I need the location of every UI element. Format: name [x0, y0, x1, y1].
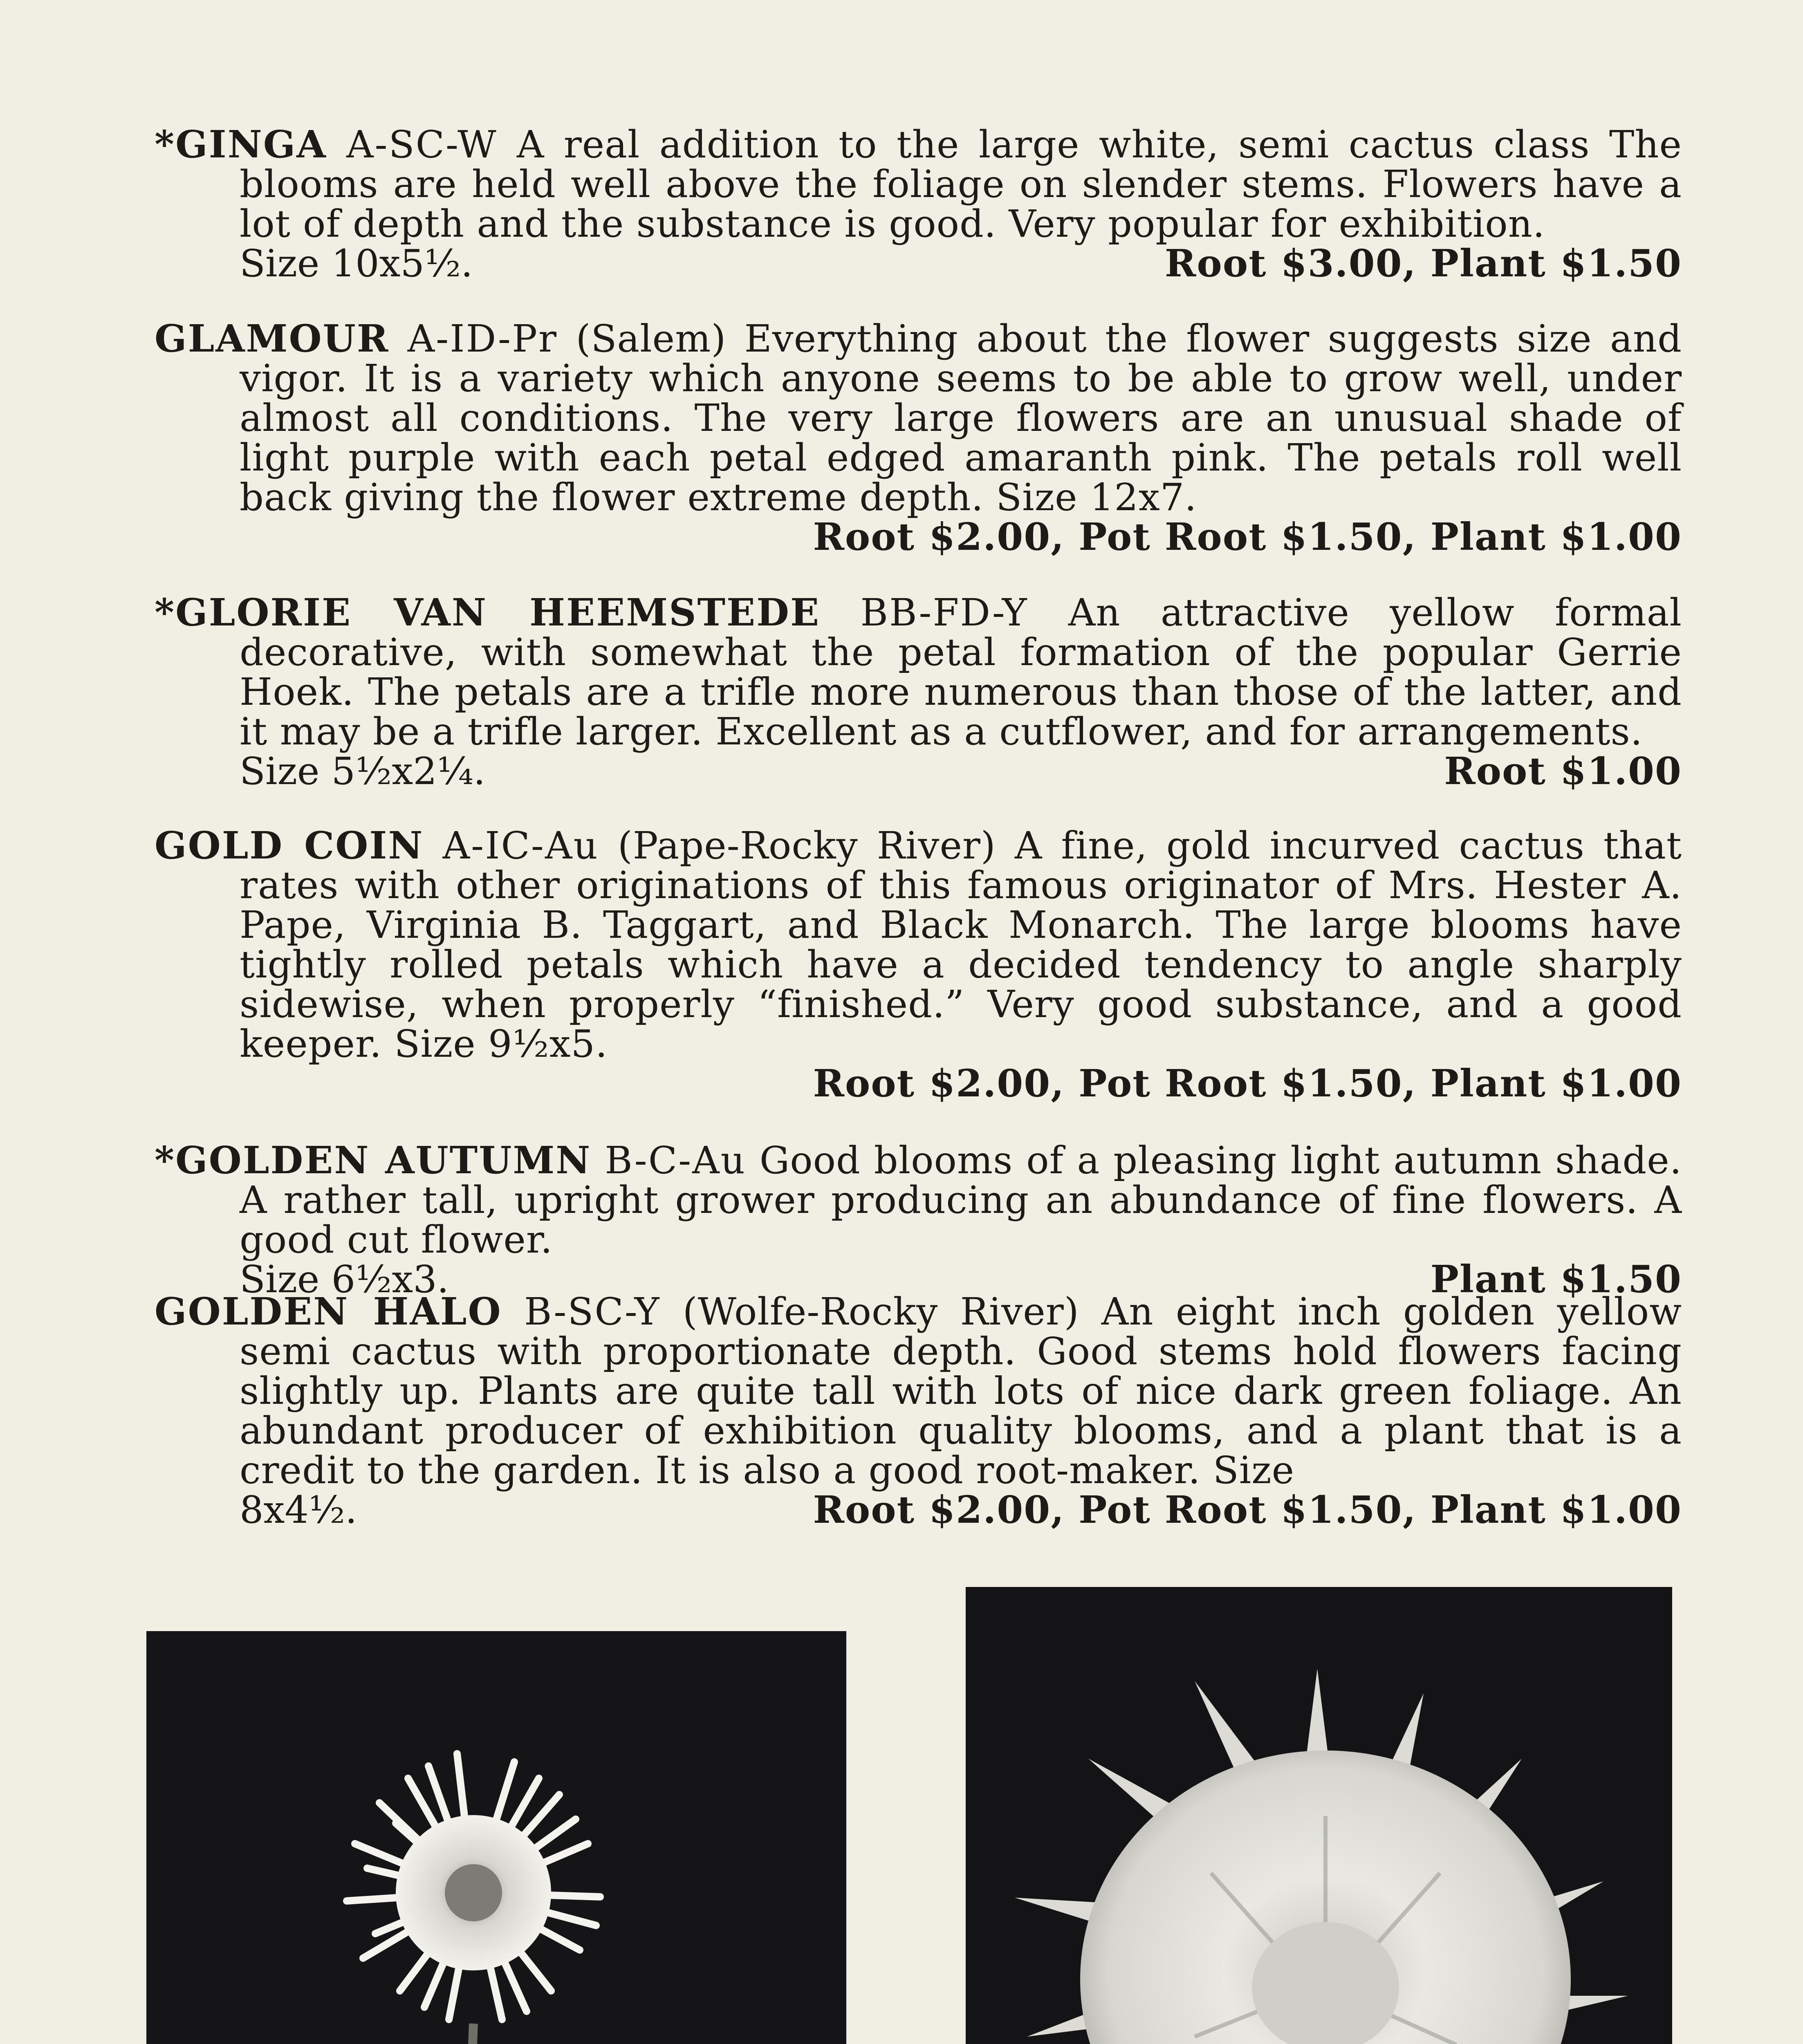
entry-code: A-ID-Pr — [407, 317, 558, 361]
entry-price: Root $1.00 — [1444, 749, 1682, 793]
entry-name: *GOLDEN AUTUMN — [155, 1138, 592, 1182]
entry-glamour — [155, 316, 1682, 559]
entry-glorie-van-heemstede — [155, 590, 1682, 793]
entry-gold-coin — [155, 823, 1682, 1105]
entry-code: B-SC-Y — [524, 1290, 661, 1334]
entry-code: A-SC-W — [346, 123, 498, 166]
golden-halo-flower-image — [966, 1587, 1672, 2044]
entry-code: A-IC-Au — [442, 824, 599, 867]
gold-coin-flower-image — [146, 1631, 846, 2044]
entry-size: Size 10x5½. — [240, 242, 473, 285]
entry-name: GLAMOUR — [155, 316, 390, 361]
entry-description: (Wolfe-Rocky River) An eight inch golden yellow semi cactus with proportionate depth. Good stems hold flowers facing slightly up. Plants are quite tall with lots of nice dark green foliage. An abundant producer of exhibition quality blooms, and a plant that is a credit to the garden. It is also a good root-maker. Size — [240, 1290, 1682, 1492]
gold-coin-photo — [146, 1631, 846, 2044]
entry-name: *GINGA — [155, 122, 327, 166]
golden-halo-photo — [966, 1587, 1672, 2044]
entry-name: GOLDEN HALO — [155, 1289, 502, 1334]
entry-golden-autumn — [155, 1138, 1682, 1301]
entry-price: Root $2.00, Pot Root $1.50, Plant $1.00 — [813, 1488, 1682, 1532]
entry-description: A real addition to the large white, semi cactus class The blooms are held well above the foliage on slender stems. Flowers have a lot of depth and the substance is good. Very popular for exhibition. — [240, 123, 1682, 246]
entry-description: An attractive yellow formal decorative, with somewhat the petal formation of the popular Gerrie Hoek. The petals are a trifle more numerous than those of the latter, and it may be a trifle larger. Excellent as a cutflower, and for arrangements. — [240, 591, 1682, 753]
entry-code: BB-FD-Y — [860, 591, 1028, 634]
entry-size: 8x4½. — [240, 1488, 357, 1532]
entry-name: GOLD COIN — [155, 823, 424, 867]
entry-size: Size 6½x3. — [240, 1257, 449, 1301]
entry-description: Good blooms of a pleasing light autumn shade. A rather tall, upright grower producing an abundance of fine flowers. A good cut flower. — [240, 1139, 1682, 1262]
entry-golden-halo — [155, 1289, 1682, 1532]
entry-price: Root $2.00, Pot Root $1.50, Plant $1.00 — [813, 1061, 1682, 1105]
entry-description: (Salem) Everything about the flower suggests size and vigor. It is a variety which anyone seems to be able to grow well, under almost all conditions. The very large flowers are an unusual shade of light purple with each petal edged amaranth pink. The petals roll well back giving the flower extreme depth. Size 12x7. — [240, 317, 1682, 519]
entry-code: B-C-Au — [605, 1139, 746, 1182]
entry-price: Root $3.00, Plant $1.50 — [1164, 241, 1682, 285]
entry-price: Plant $1.50 — [1430, 1257, 1682, 1301]
entry-price: Root $2.00, Pot Root $1.50, Plant $1.00 — [813, 515, 1682, 559]
entry-size: Size 5½x2¼. — [240, 749, 486, 793]
entry-name: *GLORIE VAN HEEMSTEDE — [155, 590, 821, 634]
entry-ginga — [155, 122, 1682, 285]
entry-description: (Pape-Rocky River) A fine, gold incurved cactus that rates with other originations of this famous originator of Mrs. Hester A. Pape, Virginia B. Taggart, and Black Monarch. The large blooms have tightly rolled petals which have a decided tendency to angle sharply sidewise, when properly “finished.” Very good substance, and a good keeper. Size 9½x5. — [240, 824, 1682, 1066]
